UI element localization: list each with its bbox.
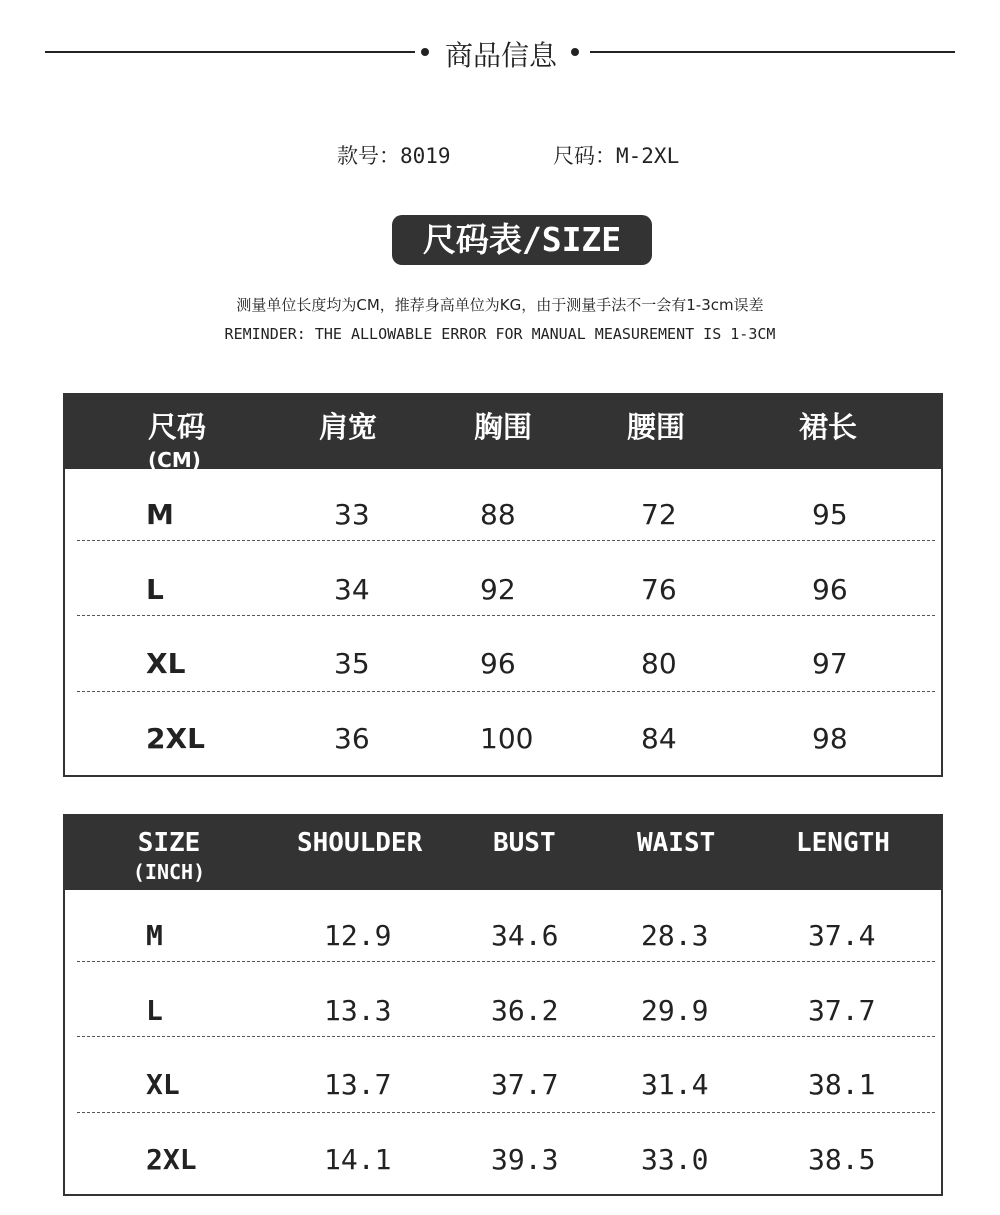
table-row	[65, 549, 941, 624]
cell-length: 97	[812, 647, 848, 680]
cell-shoulder: 12.9	[324, 919, 392, 952]
header-size-label: SIZE	[137, 828, 201, 858]
cell-shoulder: 36	[334, 722, 370, 755]
table-row	[65, 1044, 941, 1119]
cell-bust: 92	[480, 573, 516, 606]
table-header	[65, 395, 941, 472]
cell-length: 37.7	[808, 994, 876, 1027]
cell-bust: 37.7	[491, 1068, 559, 1101]
header-size	[129, 828, 209, 884]
row-divider	[77, 691, 935, 692]
cell-bust: 100	[480, 722, 534, 755]
header-waist: 腰围	[627, 410, 686, 444]
cell-length: 37.4	[808, 919, 876, 952]
cell-bust: 96	[480, 647, 516, 680]
header-size-label: 尺码	[148, 410, 207, 444]
header-shoulder: 肩宽	[319, 410, 378, 444]
measurement-note-en: REMINDER: THE ALLOWABLE ERROR FOR MANUAL MEASUREMENT IS 1-3CM	[224, 325, 776, 343]
cell-waist: 29.9	[641, 994, 709, 1027]
cell-size: XL	[146, 647, 186, 680]
cell-size: M	[146, 498, 174, 531]
table-row	[65, 474, 941, 549]
header-length: 裙长	[799, 410, 858, 444]
header-bust: 胸围	[474, 410, 533, 444]
cell-shoulder: 34	[334, 573, 370, 606]
cell-shoulder: 33	[334, 498, 370, 531]
cell-shoulder: 13.7	[324, 1068, 392, 1101]
cell-waist: 28.3	[641, 919, 709, 952]
cell-waist: 33.0	[641, 1143, 709, 1176]
size-table-inch	[63, 814, 943, 1196]
heading-dot-left	[421, 48, 429, 56]
cell-shoulder: 14.1	[324, 1143, 392, 1176]
cell-length: 38.1	[808, 1068, 876, 1101]
style-number: 款号：8019	[337, 144, 451, 168]
cell-shoulder: 35	[334, 647, 370, 680]
cell-size: L	[146, 994, 163, 1027]
table-row	[65, 895, 941, 970]
table-header	[65, 816, 941, 890]
row-divider	[77, 1112, 935, 1113]
size-range: 尺码：M-2XL	[553, 144, 680, 168]
table-row	[65, 1119, 941, 1194]
cell-waist: 84	[641, 722, 677, 755]
cell-bust: 36.2	[491, 994, 559, 1027]
cell-length: 38.5	[808, 1143, 876, 1176]
header-bust: BUST	[493, 828, 556, 858]
cell-waist: 76	[641, 573, 677, 606]
row-divider	[77, 540, 935, 541]
cell-shoulder: 13.3	[324, 994, 392, 1027]
measurement-note-cn: 测量单位长度均为CM，推荐身高单位为KG，由于测量手法不一会有1-3cm误差	[236, 296, 764, 314]
table-row	[65, 698, 941, 773]
table-row	[65, 623, 941, 698]
size-table-cm	[63, 393, 943, 777]
cell-bust: 39.3	[491, 1143, 559, 1176]
header-waist: WAIST	[637, 828, 716, 858]
cell-size: XL	[146, 1068, 180, 1101]
heading-rule-right	[590, 51, 955, 53]
header-unit: (CM)	[148, 448, 201, 472]
cell-waist: 80	[641, 647, 677, 680]
size-chart-badge: 尺码表/SIZE	[392, 215, 652, 265]
table-row	[65, 970, 941, 1045]
section-heading	[0, 30, 1000, 74]
row-divider	[77, 615, 935, 616]
row-divider	[77, 1036, 935, 1037]
cell-length: 95	[812, 498, 848, 531]
cell-waist: 72	[641, 498, 677, 531]
header-unit: (INCH)	[132, 860, 206, 884]
cell-bust: 88	[480, 498, 516, 531]
heading-rule-left	[45, 51, 415, 53]
cell-size: M	[146, 919, 163, 952]
header-length: LENGTH	[796, 828, 890, 858]
header-size	[148, 405, 206, 472]
row-divider	[77, 961, 935, 962]
cell-size: 2XL	[146, 722, 205, 755]
cell-length: 96	[812, 573, 848, 606]
heading-dot-right	[571, 48, 579, 56]
cell-length: 98	[812, 722, 848, 755]
cell-bust: 34.6	[491, 919, 559, 952]
cell-waist: 31.4	[641, 1068, 709, 1101]
cell-size: L	[146, 573, 164, 606]
cell-size: 2XL	[146, 1143, 197, 1176]
heading-title: 商品信息	[444, 39, 557, 72]
header-shoulder: SHOULDER	[297, 828, 423, 858]
